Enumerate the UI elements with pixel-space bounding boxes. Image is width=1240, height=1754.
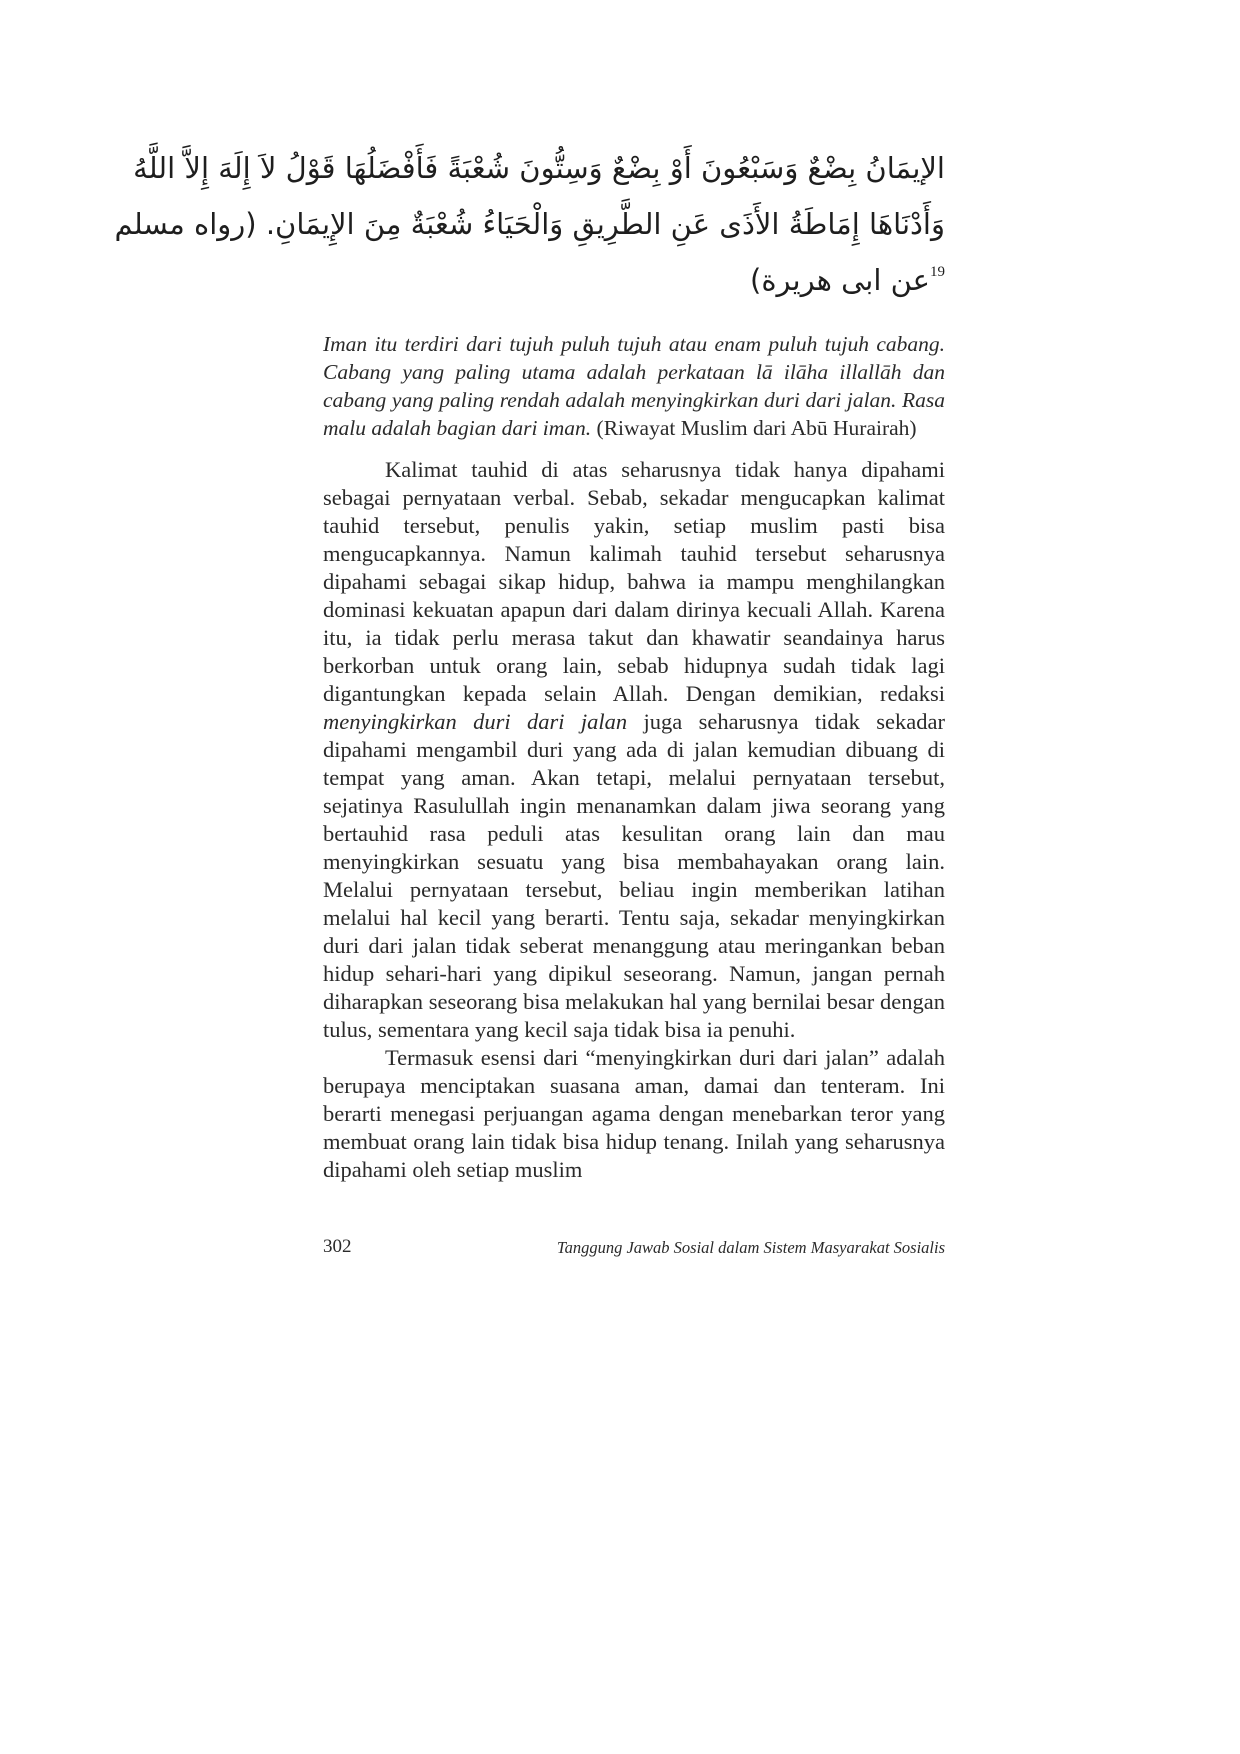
hadith-arabic-line-1: الإيمَانُ بِضْعٌ وَسَبْعُونَ أَوْ بِضْعٌ وَسِتُّونَ شُعْبَةً فَأَفْضَلُهَا قَوْلُ لاَ إِلَهَ إِلاَّ اللَّهُ xyxy=(133,151,945,185)
running-title: Tanggung Jawab Sosial dalam Sistem Masyarakat Sosialis xyxy=(556,1238,945,1257)
hadith-translation xyxy=(323,330,945,442)
paragraph-1-italic: menyingkirkan duri dari jalan xyxy=(323,709,628,734)
translation-text: Iman itu terdiri dari tujuh puluh tujuh atau enam puluh tujuh cabang. Cabang yang paling utama adalah perkataan lā ilāha illallāh dan cabang yang paling rendah adalah menyingkirkan duri dari jalan. Rasa malu adalah bagian dari iman. xyxy=(323,332,945,440)
paragraph-1-part-1: Kalimat tauhid di atas seharusnya tidak hanya dipahami sebagai pernyataan verbal. Sebab, sekadar mengucapkan kalimat tauhid tersebut, penulis yakin, setiap muslim pasti bisa mengucapkannya. Namun kalimah tauhid tersebut seharusnya dipahami sebagai sikap hidup, bahwa ia mampu menghilangkan dominasi kekuatan apapun dari dalam dirinya kecuali Allah. Karena itu, ia tidak perlu merasa takut dan khawatir seandainya harus berkorban untuk orang lain, sebab hidupnya sudah tidak lagi digantungkan kepada selain Allah. Dengan demikian, redaksi xyxy=(323,457,945,706)
paragraph-1 xyxy=(323,456,945,1044)
paragraph-2: Termasuk esensi dari “menyingkirkan duri dari jalan” adalah berupaya menciptakan suasana aman, damai dan tenteram. Ini berarti menegasi perjuangan agama dengan menebarkan teror yang membuat orang lain tidak bisa hidup tenang. Inilah yang seharusnya dipahami oleh setiap muslim xyxy=(323,1045,945,1182)
hadith-arabic-line-3-wrap xyxy=(323,252,945,308)
body-text xyxy=(323,456,945,1184)
hadith-arabic xyxy=(114,140,945,308)
hadith-arabic-line-2: وَأَدْنَاهَا إِمَاطَةُ الأَذَى عَنِ الطَّرِيقِ وَالْحَيَاءُ شُعْبَةٌ مِنَ الإِيمَانِ. (رواه مسلم xyxy=(114,207,945,241)
page-content xyxy=(114,140,945,1184)
page-footer xyxy=(323,1236,945,1264)
footnote-number[interactable]: 19 xyxy=(930,264,945,280)
footnote-reference[interactable] xyxy=(930,263,945,297)
page-number: 302 xyxy=(323,1236,352,1257)
hadith-arabic-line-3: عن ابى هريرة) xyxy=(750,263,930,297)
paragraph-1-part-2: juga seharusnya tidak sekadar dipahami mengambil duri yang ada di jalan kemudian dibuang di tempat yang aman. Akan tetapi, melalui pernyataan tersebut, sejatinya Rasulullah ingin menanamkan dalam jiwa seorang yang bertauhid rasa peduli atas kesulitan orang lain dan mau menyingkirkan sesuatu yang bisa membahayakan orang lain. Melalui pernyataan tersebut, beliau ingin memberikan latihan melalui hal kecil yang berarti. Tentu saja, sekadar menyingkirkan duri dari jalan tidak seberat menanggung atau meringankan beban hidup sehari-hari yang dipikul seseorang. Namun, jangan pernah diharapkan seseorang bisa melakukan hal yang bernilai besar dengan tulus, sementara yang kecil saja tidak bisa ia penuhi. xyxy=(323,709,945,1042)
translation-source: (Riwayat Muslim dari Abū Hurairah) xyxy=(591,416,917,440)
